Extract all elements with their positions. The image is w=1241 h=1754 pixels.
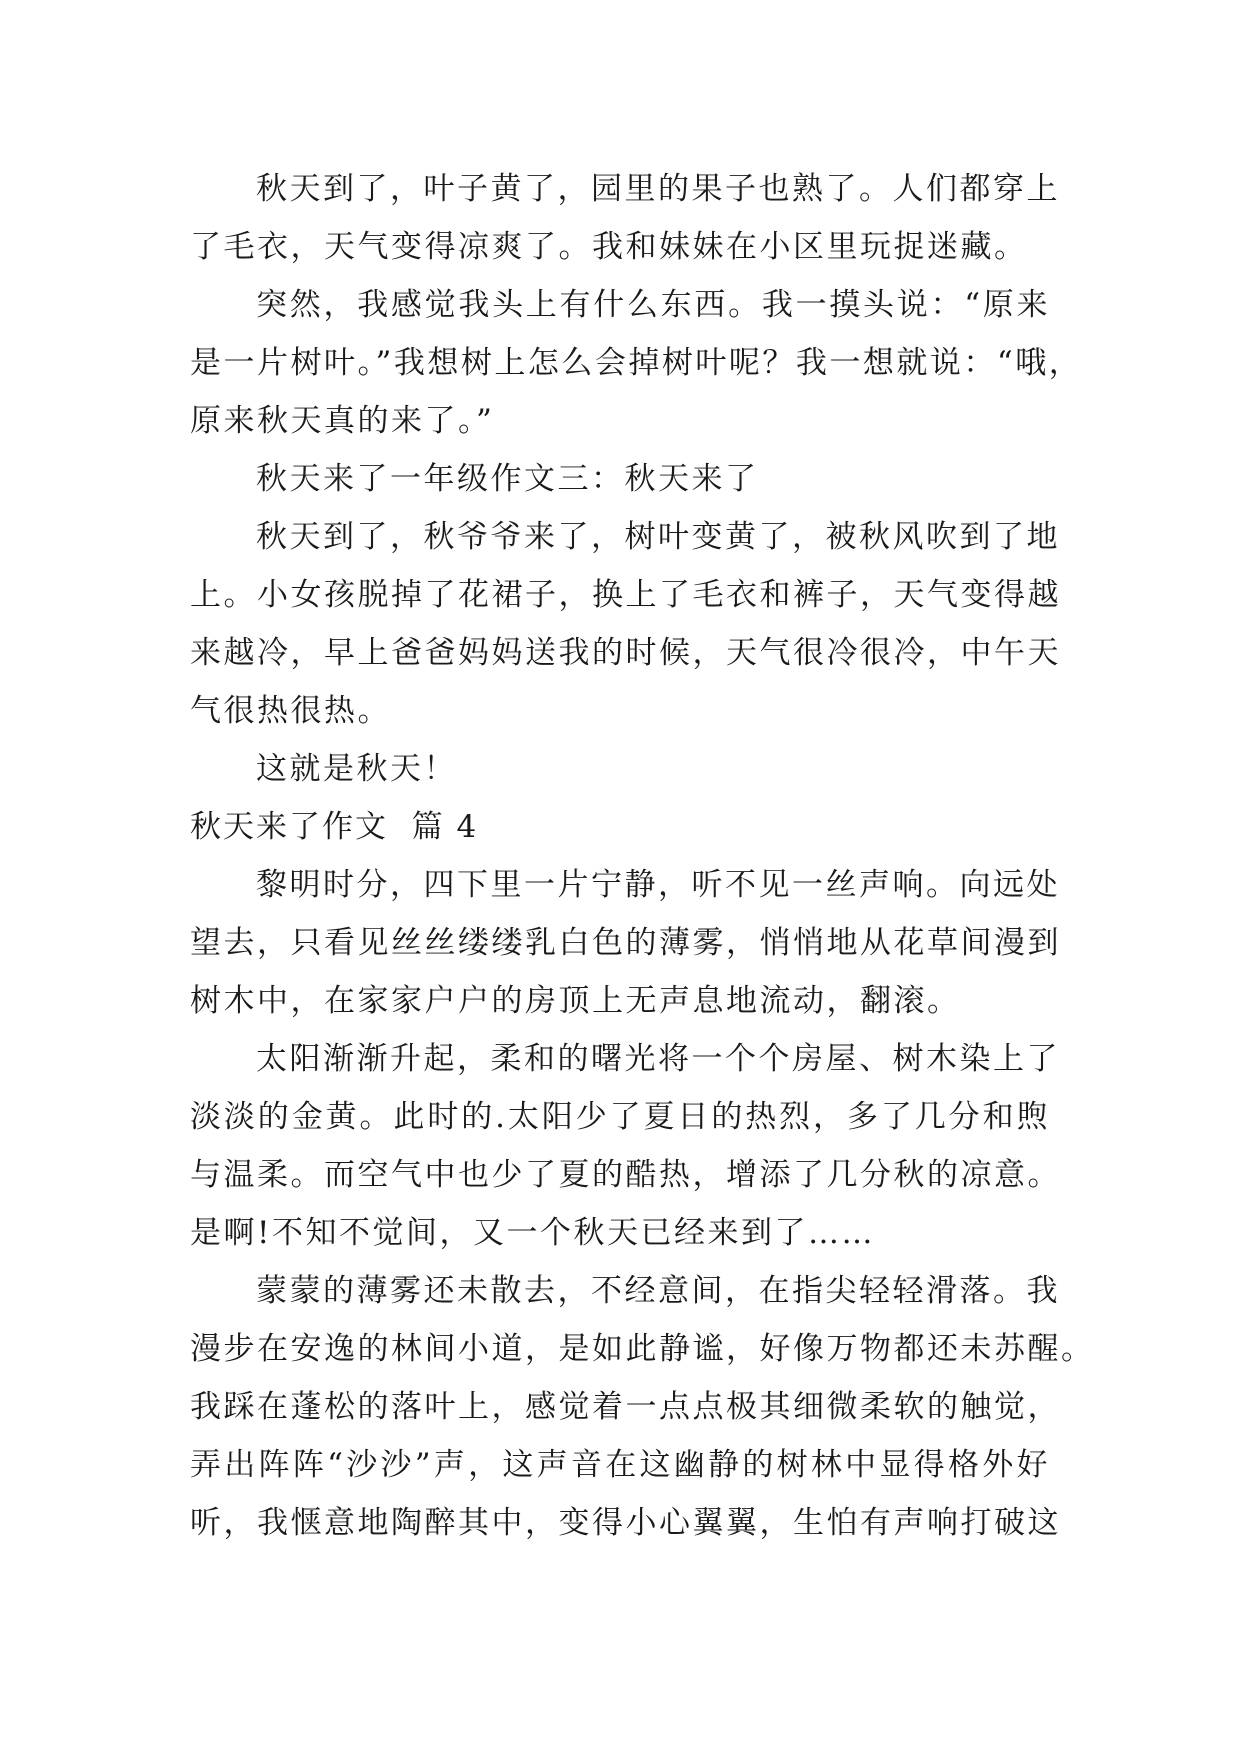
paragraph bbox=[190, 276, 1083, 450]
section-heading bbox=[190, 798, 1050, 856]
text-line: 太阳渐渐升起，柔和的曙光将一个个房屋、树木染上了 bbox=[256, 1041, 1060, 1077]
text-line: 黎明时分，四下里一片宁静，听不见一丝声响。向远处 bbox=[256, 867, 1060, 903]
text-line: 漫步在安逸的林间小道，是如此静谧，好像万物都还未苏醒。 bbox=[190, 1331, 1095, 1367]
text-line: 与温柔。而空气中也少了夏的酷热，增添了几分秋的凉意。 bbox=[190, 1157, 1061, 1193]
text-line: 是一片树叶。”我想树上怎么会掉树叶呢？我一想就说：“哦， bbox=[190, 345, 1083, 381]
text-line: 突然，我感觉我头上有什么东西。我一摸头说：“原来 bbox=[256, 287, 1050, 323]
text-line: 这就是秋天！ bbox=[256, 751, 457, 787]
paragraph bbox=[190, 856, 1061, 1030]
text-line: 望去，只看见丝丝缕缕乳白色的薄雾，悄悄地从花草间漫到 bbox=[190, 925, 1061, 961]
text-line: 秋天到了，秋爷爷来了，树叶变黄了，被秋风吹到了地 bbox=[256, 519, 1060, 555]
text-line: 秋天来了一年级作文三：秋天来了 bbox=[256, 461, 759, 497]
text-line: 淡淡的金黄。此时的.太阳少了夏日的热烈，多了几分和煦 bbox=[190, 1099, 1050, 1135]
paragraph bbox=[190, 740, 1050, 798]
text-line: 了毛衣，天气变得凉爽了。我和妹妹在小区里玩捉迷藏。 bbox=[190, 229, 1028, 265]
text-line: 原来秋天真的来了。” bbox=[190, 403, 495, 439]
document-body bbox=[190, 160, 1095, 1552]
text-line: 树木中，在家家户户的房顶上无声息地流动，翻滚。 bbox=[190, 983, 961, 1019]
text-line: 我踩在蓬松的落叶上，感觉着一点点极其细微柔软的触觉， bbox=[190, 1389, 1061, 1425]
text-line: 听，我惬意地陶醉其中，变得小心翼翼，生怕有声响打破这 bbox=[190, 1505, 1061, 1541]
paragraph bbox=[190, 160, 1060, 276]
text-line: 蒙蒙的薄雾还未散去，不经意间，在指尖轻轻滑落。我 bbox=[256, 1273, 1060, 1309]
text-line: 来越冷，早上爸爸妈妈送我的时候，天气很冷很冷，中午天 bbox=[190, 635, 1061, 671]
heading-text: 秋天来了作文 篇 4 bbox=[190, 809, 479, 845]
paragraph bbox=[190, 1262, 1095, 1552]
text-line: 气很热很热。 bbox=[190, 693, 391, 729]
text-line: 是啊!不知不觉间，又一个秋天已经来到了…… bbox=[190, 1215, 875, 1251]
paragraph bbox=[190, 450, 1050, 508]
paragraph bbox=[190, 508, 1061, 740]
text-line: 秋天到了，叶子黄了，园里的果子也熟了。人们都穿上 bbox=[256, 171, 1060, 207]
paragraph bbox=[190, 1030, 1061, 1262]
text-line: 弄出阵阵“沙沙”声，这声音在这幽静的树林中显得格外好 bbox=[190, 1447, 1050, 1483]
text-line: 上。小女孩脱掉了花裙子，换上了毛衣和裤子，天气变得越 bbox=[190, 577, 1061, 613]
